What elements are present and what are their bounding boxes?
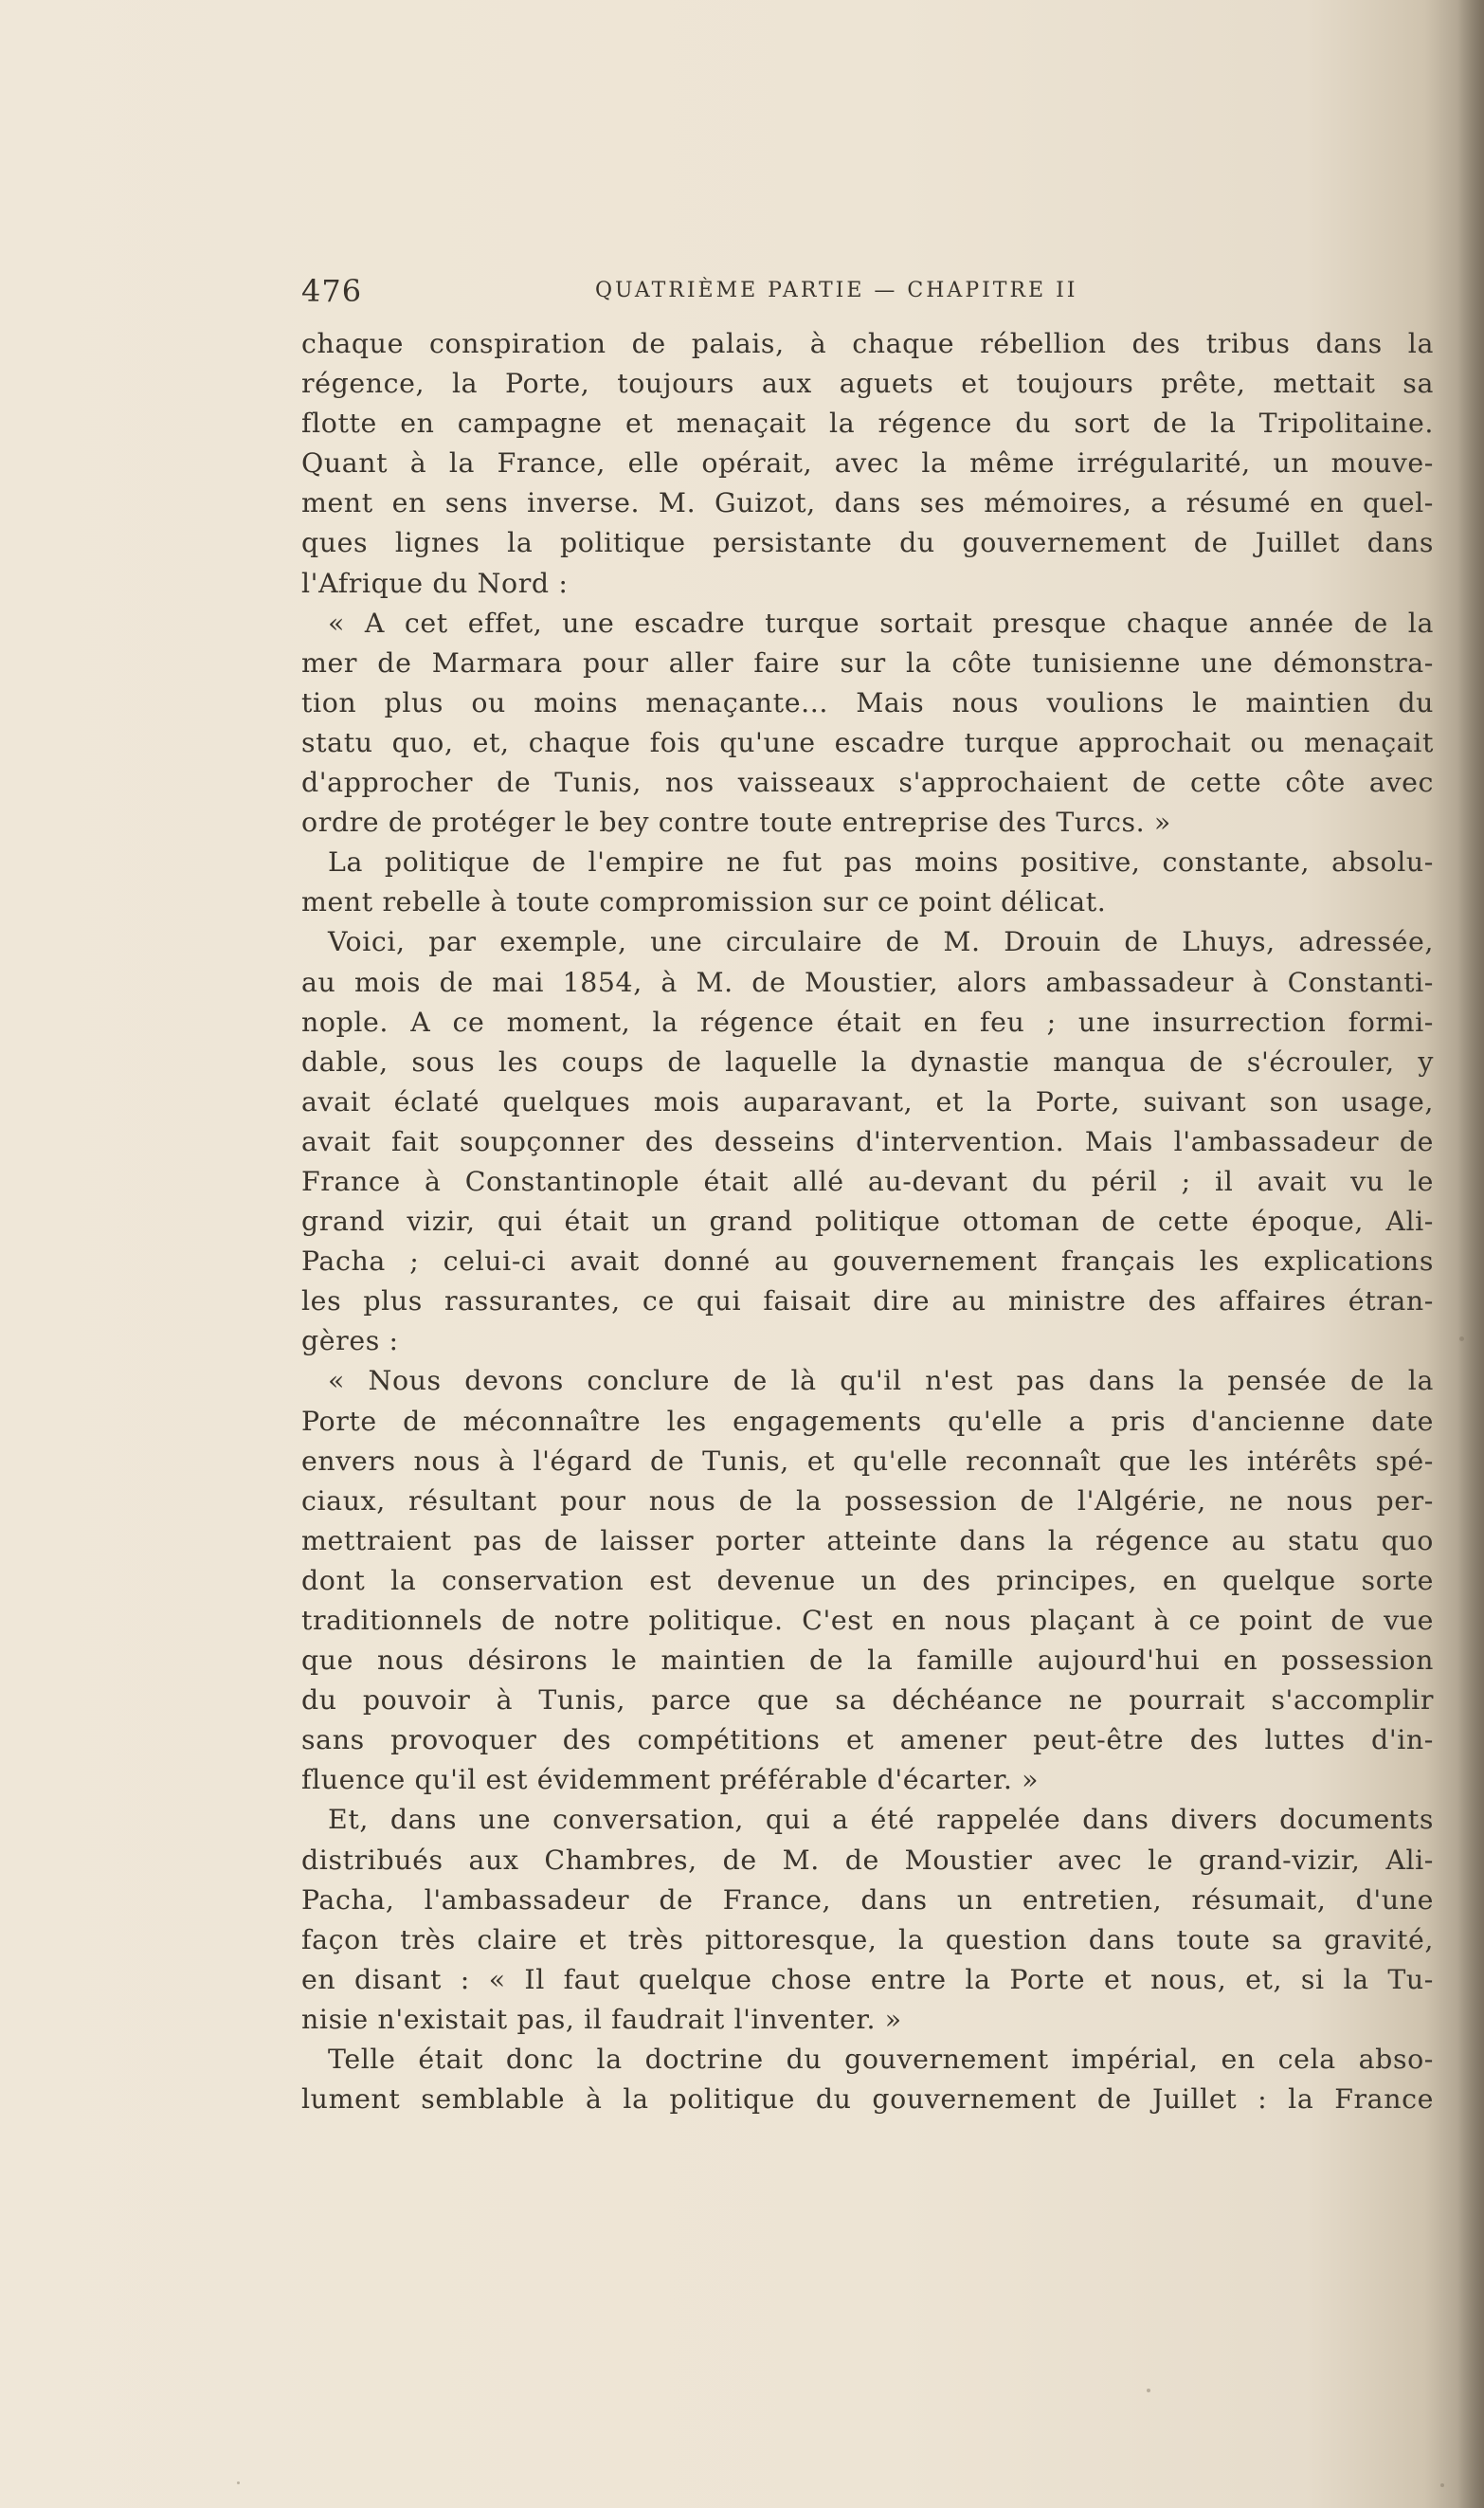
text-line: avait éclaté quelques mois auparavant, et la Porte, suivant son usage, [301, 1085, 1434, 1118]
text-line: Voici, par exemple, une circulaire de M. Drouin de Lhuys, adressée, [328, 926, 1434, 958]
text-line: Telle était donc la doctrine du gouvernement impérial, en cela abso- [328, 2044, 1434, 2076]
text-line: nople. A ce moment, la régence était en feu ; une insurrection formi- [301, 1006, 1434, 1038]
text-line: ment rebelle à toute compromission sur ce point délicat. [301, 886, 1107, 918]
text-line: au mois de mai 1854, à M. de Moustier, alors ambassadeur à Constanti- [301, 966, 1434, 998]
text-line: ciaux, résultant pour nous de la possession de l'Algérie, ne nous per- [301, 1484, 1434, 1517]
text-line: « Nous devons conclure de là qu'il n'est pas dans la pensée de la [328, 1365, 1434, 1397]
text-line: d'approcher de Tunis, nos vaisseaux s'approchaient de cette côte avec [301, 767, 1434, 799]
text-line: France à Constantinople était allé au-devant du péril ; il avait vu le [301, 1165, 1434, 1197]
text-line: ordre de protéger le bey contre toute entreprise des Turcs. » [301, 807, 1171, 839]
paper-speck [1147, 2389, 1150, 2392]
text-line: chaque conspiration de palais, à chaque rébellion des tribus dans la [301, 328, 1434, 359]
text-line: distribués aux Chambres, de M. de Moustier avec le grand-vizir, Ali- [301, 1844, 1434, 1876]
running-head: QUATRIÈME PARTIE — CHAPITRE II [595, 279, 1078, 302]
text-line: lument semblable à la politique du gouvernement de Juillet : la France [301, 2083, 1434, 2116]
text-line: mer de Marmara pour aller faire sur la côte tunisienne une démonstra- [301, 646, 1434, 679]
page-number: 476 [301, 273, 363, 309]
text-line: façon très claire et très pittoresque, la question dans toute sa gravité, [301, 1923, 1434, 1955]
text-line: Pacha ; celui-ci avait donné au gouvernement français les explications [301, 1245, 1434, 1278]
text-line: traditionnels de notre politique. C'est en nous plaçant à ce point de vue [301, 1605, 1434, 1636]
text-line: statu quo, et, chaque fois qu'une escadre turque approchait ou menaçait [301, 726, 1434, 758]
text-line: Et, dans une conversation, qui a été rappelée dans divers documents [328, 1804, 1434, 1836]
text-line: sans provoquer des compétitions et amener peut-être des luttes d'in- [301, 1724, 1434, 1756]
text-line: La politique de l'empire ne fut pas moins positive, constante, absolu- [328, 846, 1434, 879]
text-line: mettraient pas de laisser porter atteinte dans la régence au statu quo [301, 1524, 1434, 1556]
body-text [301, 324, 1434, 2119]
paper-speck [237, 2481, 240, 2484]
text-line: flotte en campagne et menaçait la régence du sort de la Tripolitaine. [301, 408, 1434, 440]
text-line: Porte de méconnaître les engagements qu'elle a pris d'ancienne date [301, 1405, 1434, 1437]
text-line: du pouvoir à Tunis, parce que sa déchéance ne pourrait s'accomplir [301, 1684, 1434, 1717]
text-line: avait fait soupçonner des desseins d'intervention. Mais l'ambassadeur de [301, 1125, 1434, 1157]
text-line: dable, sous les coups de laquelle la dynastie manqua de s'écrouler, y [301, 1045, 1434, 1078]
page-edge-shadow [1457, 0, 1484, 2508]
paper-speck [1459, 1336, 1464, 1341]
text-line: tion plus ou moins menaçante... Mais nous voulions le maintien du [301, 686, 1434, 718]
text-line: grand vizir, qui était un grand politique ottoman de cette époque, Ali- [301, 1206, 1434, 1238]
text-line: ment en sens inverse. M. Guizot, dans ses mémoires, a résumé en quel- [301, 487, 1434, 519]
page-header [301, 273, 1429, 311]
text-line: Quant à la France, elle opérait, avec la même irrégularité, un mouve- [301, 447, 1434, 480]
text-line: nisie n'existait pas, il faudrait l'inventer. » [301, 2003, 902, 2035]
text-line: en disant : « Il faut quelque chose entre la Porte et nous, et, si la Tu- [301, 1963, 1434, 1995]
text-line: envers nous à l'égard de Tunis, et qu'elle reconnaît que les intérêts spé- [301, 1445, 1434, 1477]
text-line: gères : [301, 1325, 399, 1357]
text-line: que nous désirons le maintien de la famille aujourd'hui en possession [301, 1645, 1434, 1677]
text-line: Pacha, l'ambassadeur de France, dans un entretien, résumait, d'une [301, 1883, 1434, 1916]
text-line: régence, la Porte, toujours aux aguets et toujours prête, mettait sa [301, 368, 1434, 400]
text-line: fluence qu'il est évidemment préférable d'écarter. » [301, 1764, 1040, 1796]
paper-speck [1440, 2483, 1444, 2487]
text-line: l'Afrique du Nord : [301, 567, 569, 599]
text-line: dont la conservation est devenue un des principes, en quelque sorte [301, 1564, 1434, 1596]
text-line: ques lignes la politique persistante du gouvernement de Juillet dans [301, 527, 1434, 559]
text-line: « A cet effet, une escadre turque sortait presque chaque année de la [328, 607, 1434, 639]
text-line: les plus rassurantes, ce qui faisait dire au ministre des affaires étran- [301, 1285, 1434, 1318]
